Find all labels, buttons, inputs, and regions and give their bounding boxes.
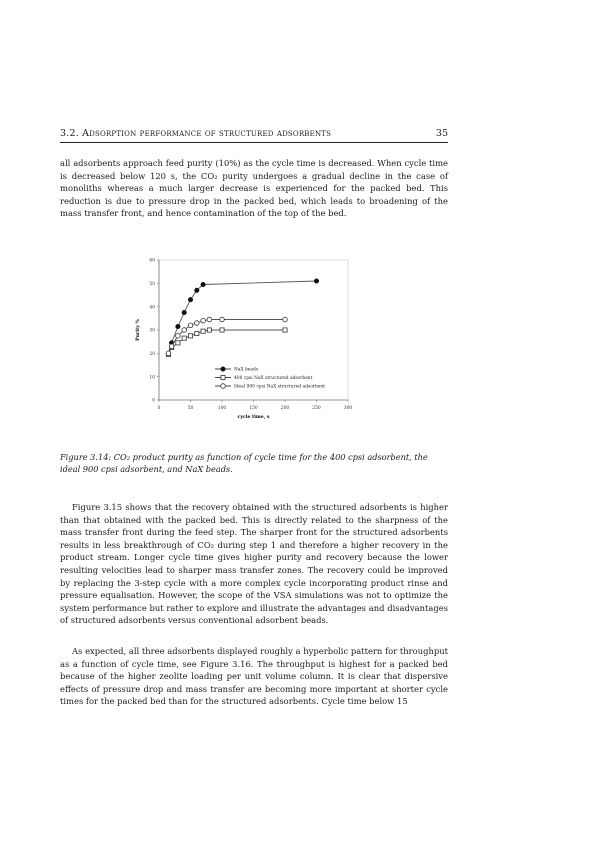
x-tick-label: 0 xyxy=(157,406,161,411)
data-point xyxy=(201,318,206,323)
data-point xyxy=(220,328,224,332)
data-point xyxy=(166,351,171,356)
data-point xyxy=(188,297,193,302)
chart-series xyxy=(166,279,319,357)
data-point xyxy=(176,324,181,329)
data-point xyxy=(220,317,225,322)
series-1 xyxy=(166,279,319,356)
x-tick-label: 150 xyxy=(249,406,258,411)
section-title: 3.2. Adsorption performance of structured adsorbents xyxy=(60,128,332,139)
series-line xyxy=(168,330,285,355)
data-point xyxy=(182,310,187,315)
legend-label: 400 cpsi NaX structured adsorbent xyxy=(234,376,313,382)
data-point xyxy=(176,334,181,339)
data-point xyxy=(188,334,192,338)
legend-marker xyxy=(221,367,226,372)
paragraph-3: As expected, all three adsorbents displayed roughly a hyperbolic pattern for throughput as a function of cycle time, see Figure 3.16. The throughput is highest for a packed bed because of the higher zeolite loading per unit volume column. It is clear that dispersive effects of pressure drop and mass transfer are becoming more important at shorter cycle times for the packed bed than for the structured adsorbents. Cycle time below 15 xyxy=(60,646,448,707)
x-tick-label: 200 xyxy=(280,406,290,411)
data-point xyxy=(182,336,186,340)
data-point xyxy=(207,328,211,332)
legend-marker xyxy=(221,384,226,389)
data-point xyxy=(207,317,212,322)
paragraph-1: all adsorbents approach feed purity (10%) as the cycle time is decreased. When cycle time is decreased below 120 s, the CO₂ purity undergoes a gradual decline in the case of monoliths whereas a much larger decrease is experienced for the packed bed. This reduction is due to pressure drop in the packed bed, which leads to broadening of the mass transfer front, and hence contamination of the top of the bed. xyxy=(60,158,448,219)
running-header xyxy=(60,128,448,143)
y-tick-label: 20 xyxy=(149,351,155,357)
legend-item xyxy=(215,384,325,390)
x-tick-label: 50 xyxy=(187,406,194,411)
legend-item xyxy=(215,367,259,373)
x-axis-label: cycle time, s xyxy=(237,415,270,420)
series-line xyxy=(168,281,316,353)
page-number: 35 xyxy=(435,128,448,139)
y-axis-label: Purity % xyxy=(136,319,141,341)
data-point xyxy=(195,321,200,326)
data-point xyxy=(283,328,287,332)
figure-caption: Figure 3.14: CO₂ product purity as function of cycle time for the 400 cpsi adsorbent, the ideal 900 cpsi adsorbent, and NaX beads. xyxy=(60,452,428,474)
y-tick-label: 10 xyxy=(149,375,155,381)
paragraph-2: Figure 3.15 shows that the recovery obtained with the structured adsorbents is higher than that obtained with the packed bed. This is directly related to the sharpness of the mass transfer front during the feed step. The sharper front for the structured adsorbents results in less breakthrough of CO₂ during step 1 and therefore a higher recovery in the product stream. Longer cycle time gives higher purity and recovery because the lower resulting velocities lead to sharper mass transfer zones. The recovery could be improved by replacing the 3-step cycle with a more complex cycle incorporating product rinse and pressure equalisation. However, the scope of the VSA simulations was not to optimize the system performance but rather to explore and illustrate the advantages and disadvantages of structured adsorbents versus conventional adsorbent beads. xyxy=(60,502,448,626)
y-tick-label: 50 xyxy=(149,281,155,287)
data-point xyxy=(283,317,288,322)
legend-marker xyxy=(221,375,225,379)
data-point xyxy=(314,279,319,284)
legend-item xyxy=(215,375,313,381)
data-point xyxy=(188,323,193,328)
y-tick-label: 30 xyxy=(149,328,155,334)
data-point xyxy=(201,282,206,287)
chart-legend xyxy=(215,367,325,390)
x-tick-label: 100 xyxy=(217,406,227,411)
y-tick-label: 40 xyxy=(149,305,155,311)
legend-label: NaX beads xyxy=(234,367,259,373)
data-point xyxy=(182,328,187,333)
data-point xyxy=(201,329,205,333)
y-tick-label: 60 xyxy=(149,258,155,264)
data-point xyxy=(169,344,174,349)
x-tick-label: 250 xyxy=(312,406,321,411)
data-point xyxy=(195,331,199,335)
y-tick-label: 0 xyxy=(152,398,155,404)
legend-label: Ideal 900 cpsi NaX structured adsorbent xyxy=(234,384,325,390)
x-tick-label: 300 xyxy=(343,406,353,411)
purity-chart xyxy=(125,248,355,438)
data-point xyxy=(176,341,180,345)
data-point xyxy=(195,288,200,293)
